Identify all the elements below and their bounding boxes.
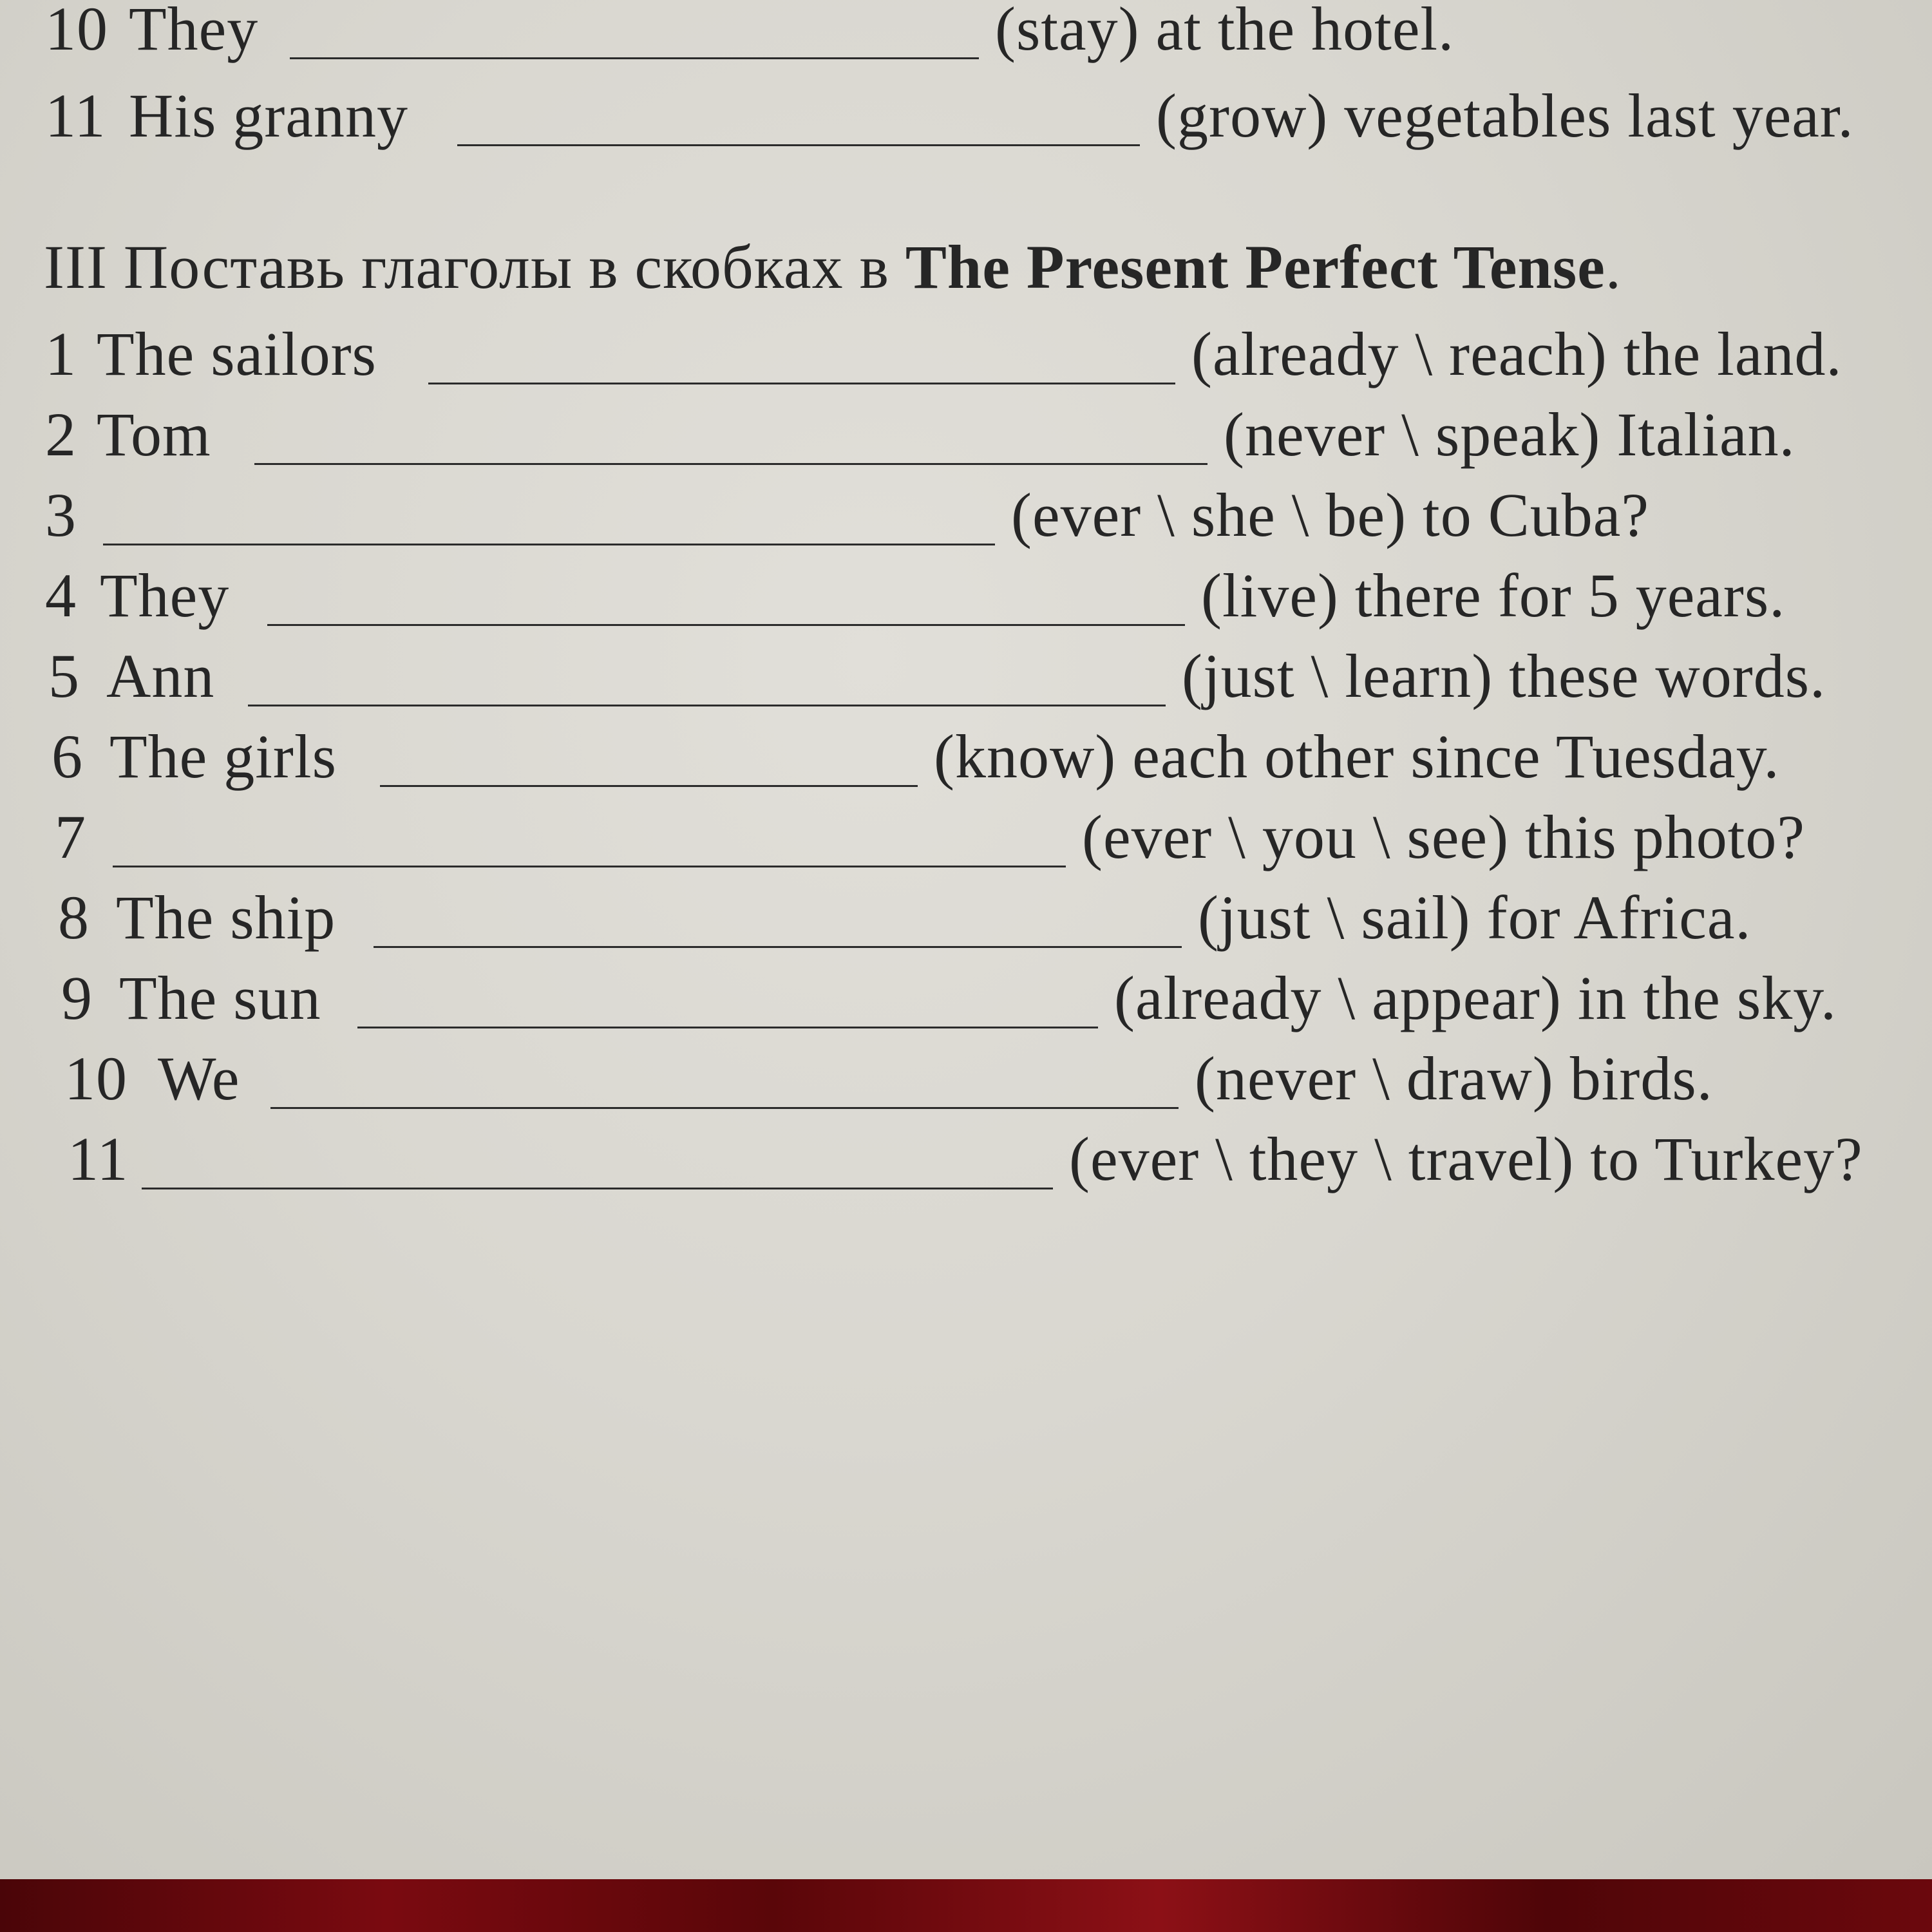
- item-hint: (stay) at the hotel.: [995, 0, 1455, 63]
- section-heading: [44, 232, 1622, 303]
- item-subject: The sun: [119, 963, 321, 1032]
- item-subject: Ann: [106, 641, 215, 710]
- item-hint: (live) there for 5 years.: [1201, 561, 1786, 630]
- answer-blank[interactable]: [267, 624, 1185, 626]
- item-number: 7: [55, 802, 86, 871]
- answer-blank[interactable]: [457, 144, 1140, 146]
- item-subject: His granny: [129, 81, 408, 150]
- answer-blank[interactable]: [428, 383, 1175, 384]
- item-number: 3: [45, 480, 77, 549]
- item-number: 6: [52, 722, 83, 791]
- answer-blank[interactable]: [357, 1027, 1098, 1028]
- item-hint: (just \ sail) for Africa.: [1198, 883, 1752, 952]
- answer-blank[interactable]: [254, 463, 1208, 465]
- answer-blank[interactable]: [142, 1188, 1053, 1189]
- red-cloth-background: [0, 1879, 1932, 1932]
- answer-blank[interactable]: [374, 946, 1182, 948]
- answer-blank[interactable]: [103, 544, 995, 545]
- heading-period: .: [1605, 232, 1622, 301]
- item-number: 9: [61, 963, 93, 1032]
- item-subject: They: [100, 561, 230, 630]
- item-subject: The sailors: [97, 319, 377, 388]
- item-hint: (already \ appear) in the sky.: [1114, 963, 1837, 1032]
- item-hint: (just \ learn) these words.: [1182, 641, 1826, 710]
- item-number: 11: [45, 81, 106, 150]
- item-hint: (already \ reach) the land.: [1191, 319, 1842, 388]
- answer-blank[interactable]: [290, 57, 979, 59]
- item-subject: Tom: [97, 400, 211, 469]
- item-subject: The ship: [116, 883, 336, 952]
- item-number: 2: [45, 400, 77, 469]
- heading-tense-name: The Present Perfect Tense: [905, 232, 1605, 301]
- item-hint: (know) each other since Tuesday.: [934, 722, 1780, 791]
- item-hint: (grow) vegetables last year.: [1156, 81, 1854, 150]
- item-number: 11: [68, 1124, 129, 1193]
- answer-blank[interactable]: [248, 705, 1166, 706]
- item-number: 5: [48, 641, 80, 710]
- item-number: 8: [58, 883, 90, 952]
- item-subject: They: [129, 0, 259, 63]
- item-hint: (never \ draw) birds.: [1195, 1044, 1713, 1113]
- item-hint: (ever \ she \ be) to Cuba?: [1011, 480, 1649, 549]
- item-hint: (ever \ they \ travel) to Turkey?: [1069, 1124, 1863, 1193]
- answer-blank[interactable]: [380, 785, 918, 787]
- item-hint: (never \ speak) Italian.: [1224, 400, 1795, 469]
- item-number: 1: [45, 319, 77, 388]
- item-number: 10: [64, 1044, 128, 1113]
- heading-text: III Поставь глаголы в скобках в: [44, 232, 889, 301]
- item-subject: We: [158, 1044, 240, 1113]
- answer-blank[interactable]: [113, 866, 1066, 867]
- item-hint: (ever \ you \ see) this photo?: [1082, 802, 1806, 871]
- item-number: 4: [45, 561, 77, 630]
- item-number: 10: [45, 0, 108, 63]
- answer-blank[interactable]: [270, 1107, 1179, 1109]
- item-subject: The girls: [109, 722, 337, 791]
